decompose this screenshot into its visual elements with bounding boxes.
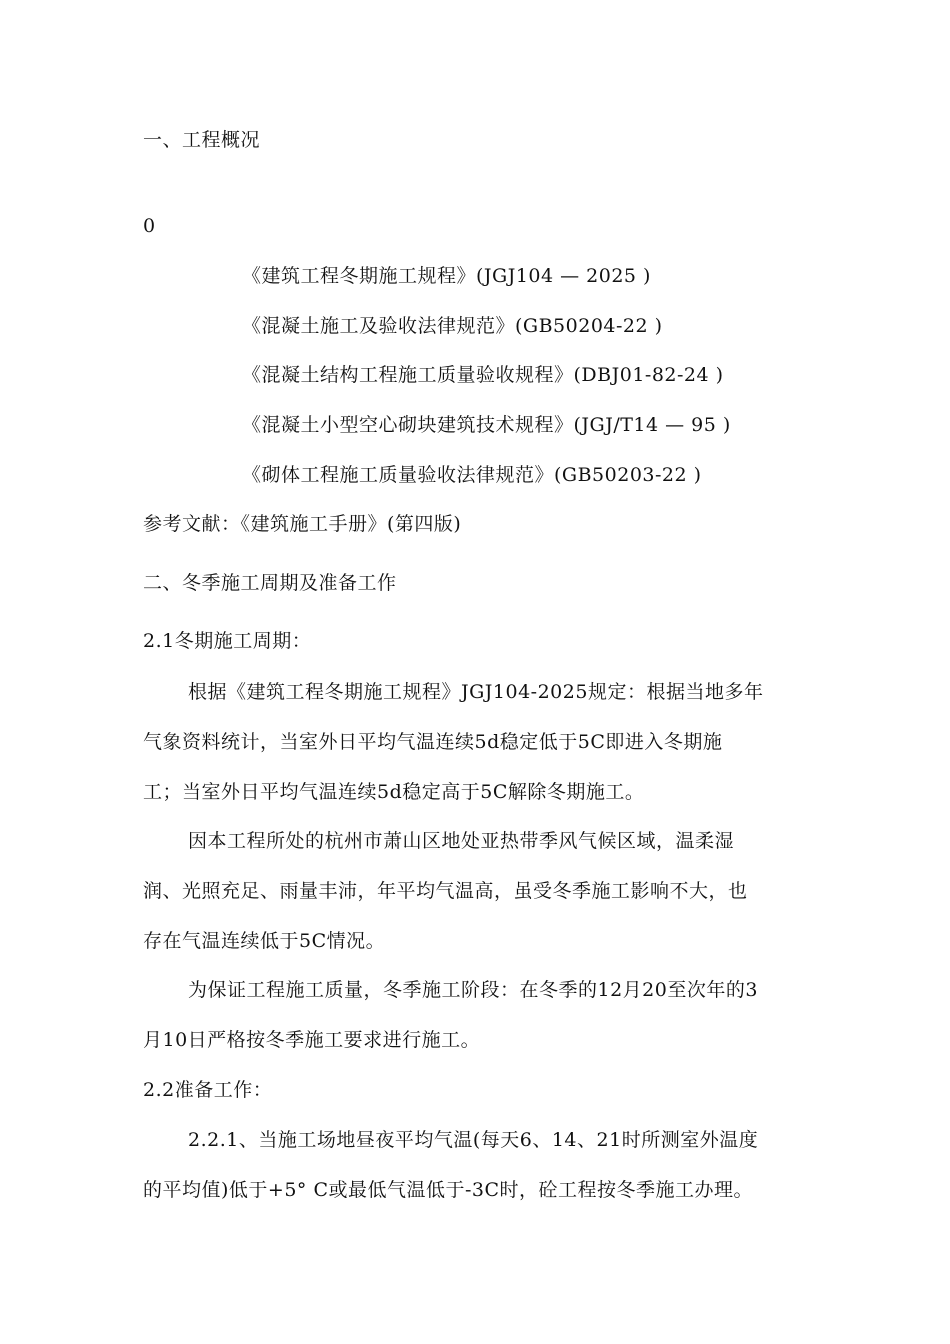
reference-item: 《砌体工程施工质量验收法律规范》(GB50203-22 )	[242, 464, 702, 486]
paragraph-line: 根据《建筑工程冬期施工规程》JGJ104-2025规定：根据当地多年	[188, 681, 764, 703]
paragraph-line: 2.2.1、当施工场地昼夜平均气温(每天6、14、21时所测室外温度	[188, 1129, 759, 1151]
reference-item: 《混凝土施工及验收法律规范》(GB50204-22 )	[242, 315, 663, 337]
reference-item: 《混凝土小型空心砌块建筑技术规程》(JGJ/T14 — 95 )	[242, 414, 731, 436]
section-1-heading: 一、工程概况	[143, 129, 261, 151]
paragraph-line: 气象资料统计，当室外日平均气温连续5d稳定低于5C即进入冬期施	[143, 731, 723, 753]
bibliography-line: 参考文献：《建筑施工手册》(第四版)	[143, 513, 462, 535]
paragraph-line: 工；当室外日平均气温连续5d稳定高于5C解除冬期施工。	[143, 781, 645, 803]
paragraph-line: 因本工程所处的杭州市萧山区地处亚热带季风气候区域，温柔湿	[188, 830, 735, 852]
paragraph-line: 为保证工程施工质量，冬季施工阶段：在冬季的12月20至次年的3	[188, 979, 758, 1001]
paragraph-line: 的平均值)低于+5° C或最低气温低于-3C时，砼工程按冬季施工办理。	[143, 1179, 754, 1201]
paragraph-line: 月10日严格按冬季施工要求进行施工。	[143, 1029, 481, 1051]
placeholder-zero: 0	[143, 215, 156, 237]
paragraph-line: 润、光照充足、雨量丰沛，年平均气温高，虽受冬季施工影响不大，也	[143, 880, 748, 902]
reference-item: 《建筑工程冬期施工规程》(JGJ104 — 2025 )	[242, 265, 651, 287]
subsection-2-2-heading: 2.2准备工作：	[143, 1079, 273, 1101]
section-2-heading: 二、冬季施工周期及准备工作	[143, 572, 397, 594]
paragraph-line: 存在气温连续低于5C情况。	[143, 930, 386, 952]
subsection-2-1-heading: 2.1冬期施工周期：	[143, 630, 312, 652]
reference-item: 《混凝土结构工程施工质量验收规程》(DBJ01-82-24 )	[242, 364, 724, 386]
